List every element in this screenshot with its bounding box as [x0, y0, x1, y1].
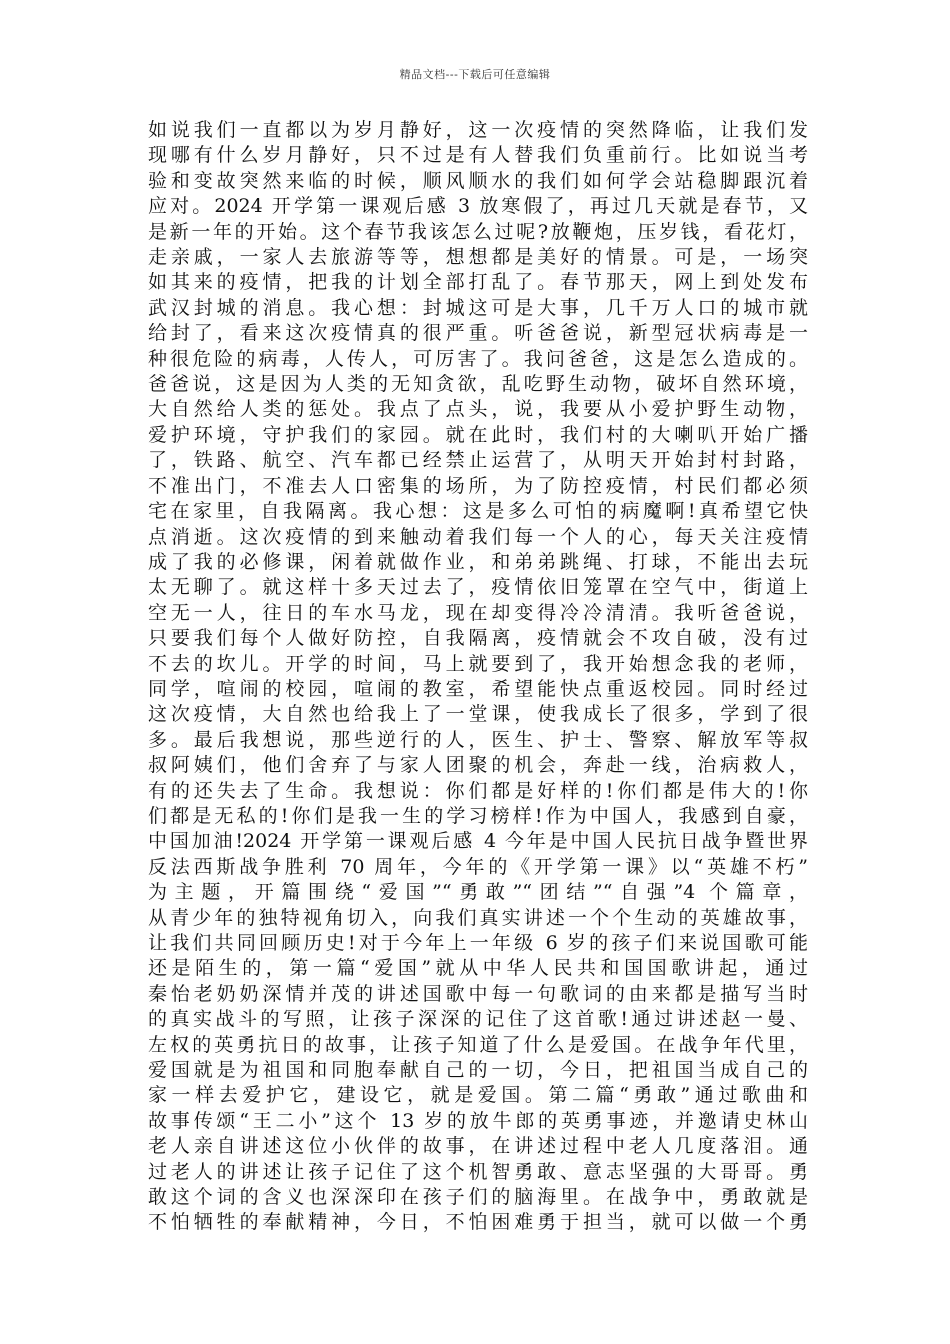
text-line: 秦怡老奶奶深情并茂的讲述国歌中每一句歌词的由来都是描写当时: [148, 982, 808, 1005]
text-line: 宅在家里，自我隔离。我心想：这是多么可怕的病魔啊!真希望它快: [148, 500, 808, 523]
text-line: 中国加油!2024 开学第一课观后感 4 今年是中国人民抗日战争暨世界: [148, 830, 808, 853]
text-line: 应对。2024 开学第一课观后感 3 放寒假了，再过几天就是春节，又: [148, 195, 808, 218]
text-line: 左权的英勇抗日的故事，让孩子知道了什么是爱国。在战争年代里，: [148, 1033, 808, 1056]
text-line: 过老人的讲述让孩子记住了这个机智勇敢、意志坚强的大哥哥。勇: [148, 1160, 808, 1183]
text-line: 太无聊了。就这样十多天过去了，疫情依旧笼罩在空气中，街道上: [148, 576, 808, 599]
text-line: 只要我们每个人做好防控，自我隔离，疫情就会不攻自破，没有过: [148, 627, 808, 650]
text-line: 空无一人，往日的车水马龙，现在却变得冷冷清清。我听爸爸说，: [148, 601, 808, 624]
page-header: 精品文档---下载后可任意编辑: [399, 68, 551, 81]
text-line: 验和变故突然来临的时候，顺风顺水的我们如何学会站稳脚跟沉着: [148, 169, 808, 192]
text-line: 不准出门，不准去人口密集的场所，为了防控疫情，村民们都必须: [148, 474, 808, 497]
text-line: 家一样去爱护它，建设它，就是爱国。第二篇“勇敢”通过歌曲和: [148, 1084, 808, 1107]
text-line: 故事传颂“王二小”这个 13 岁的放牛郎的英勇事迹，并邀请史林山: [148, 1109, 808, 1132]
text-line: 如其来的疫情，把我的计划全部打乱了。春节那天，网上到处发布: [148, 271, 808, 294]
text-line: 们都是无私的!你们是我一生的学习榜样!作为中国人，我感到自豪，: [148, 804, 808, 827]
text-line: 让我们共同回顾历史!对于今年上一年级 6 岁的孩子们来说国歌可能: [148, 932, 808, 954]
text-line: 多。最后我想说，那些逆行的人，医生、护士、警察、解放军等叔: [148, 728, 808, 751]
text-line: 是新一年的开始。这个春节我该怎么过呢?放鞭炮，压岁钱，看花灯，: [148, 220, 808, 243]
text-line: 这次疫情，大自然也给我上了一堂课，使我成长了很多，学到了很: [148, 703, 808, 726]
text-line: 种很危险的病毒，人传人，可厉害了。我问爸爸，这是怎么造成的。: [148, 347, 808, 370]
text-line: 还是陌生的，第一篇“爱国”就从中华人民共和国国歌讲起，通过: [148, 957, 808, 980]
text-line: 走亲戚，一家人去旅游等等，想想都是美好的情景。可是，一场突: [148, 246, 808, 269]
document-body: [148, 118, 808, 1236]
text-line: 不怕牺牲的奉献精神，今日，不怕困难勇于担当，就可以做一个勇: [148, 1211, 808, 1234]
text-line: 为主题，开篇围绕“爱国”“勇敢”“团结”“自强”4 个篇章，: [148, 881, 808, 904]
text-line: 从青少年的独特视角切入，向我们真实讲述一个个生动的英雄故事，: [148, 906, 808, 929]
text-line: 敢这个词的含义也深深印在孩子们的脑海里。在战争中，勇敢就是: [148, 1186, 808, 1209]
text-line: 爱国就是为祖国和同胞奉献自己的一切，今日，把祖国当成自己的: [148, 1059, 808, 1082]
text-line: 同学，喧闹的校园，喧闹的教室，希望能快点重返校园。同时经过: [148, 677, 808, 700]
text-line: 反法西斯战争胜利 70 周年，今年的《开学第一课》以“英雄不朽”: [148, 855, 808, 878]
text-line: 点消逝。这次疫情的到来触动着我们每一个人的心，每天关注疫情: [148, 525, 808, 548]
text-line: 爸爸说，这是因为人类的无知贪欲，乱吃野生动物，破坏自然环境，: [148, 373, 808, 396]
text-line: 了，铁路、航空、汽车都已经禁止运营了，从明天开始封村封路，: [148, 449, 808, 472]
text-line: 大自然给人类的惩处。我点了点头，说，我要从小爱护野生动物，: [148, 398, 808, 421]
text-line: 爱护环境，守护我们的家园。就在此时，我们村的大喇叭开始广播: [148, 423, 808, 446]
text-line: 成了我的必修课，闲着就做作业，和弟弟跳绳、打球，不能出去玩: [148, 550, 808, 573]
text-line: 有的还失去了生命。我想说：你们都是好样的!你们都是伟大的!你: [148, 779, 808, 802]
text-line: 现哪有什么岁月静好，只不过是有人替我们负重前行。比如说当考: [148, 144, 808, 167]
text-line: 老人亲自讲述这位小伙伴的故事，在讲述过程中老人几度落泪。通: [148, 1135, 808, 1158]
text-line: 武汉封城的消息。我心想：封城这可是大事，几千万人口的城市就: [148, 296, 808, 319]
text-line: 的真实战斗的写照，让孩子深深的记住了这首歌!通过讲述赵一曼、: [148, 1008, 808, 1031]
text-line: 叔阿姨们，他们舍弃了与家人团聚的机会，奔赴一线，治病救人，: [148, 754, 808, 777]
text-line: 如说我们一直都以为岁月静好，这一次疫情的突然降临，让我们发: [148, 119, 808, 141]
text-line: 不去的坎儿。开学的时间，马上就要到了，我开始想念我的老师，: [148, 652, 808, 675]
text-line: 给封了，看来这次疫情真的很严重。听爸爸说，新型冠状病毒是一: [148, 322, 808, 345]
